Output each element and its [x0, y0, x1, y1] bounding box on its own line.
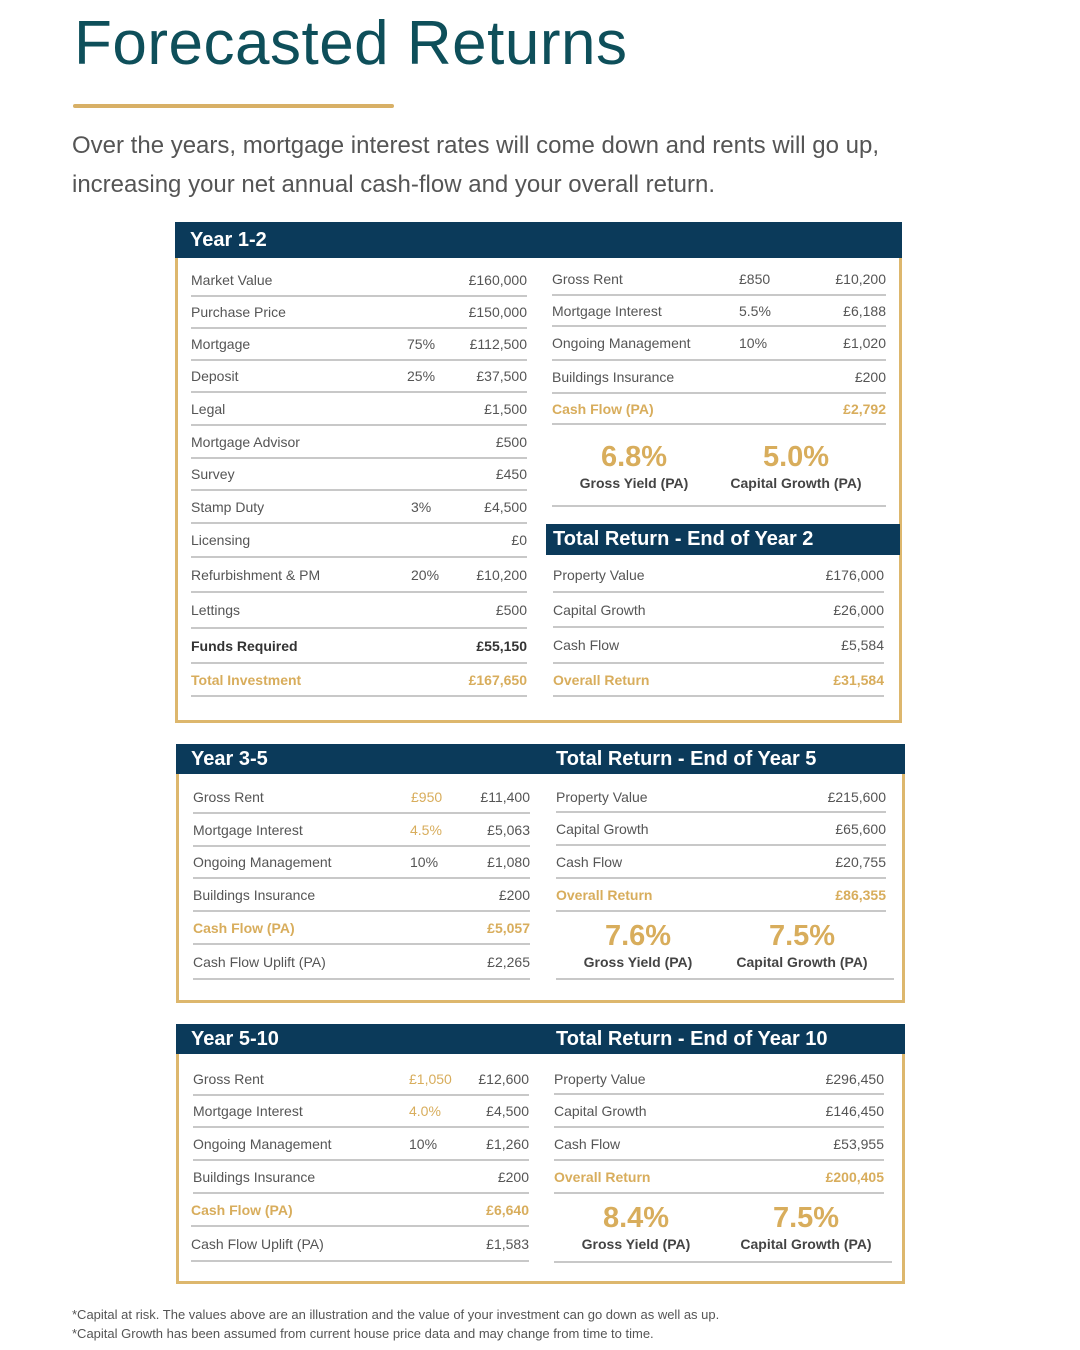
table-row: Mortgage Interest 5.5% £6,188 — [552, 296, 886, 327]
table-row: Cash Flow Uplift (PA) £2,265 — [193, 945, 530, 980]
table-row: Ongoing Management 10% £1,020 — [552, 327, 886, 361]
table-row: Cash Flow £20,755 — [556, 846, 886, 879]
table-row: Capital Growth £146,450 — [554, 1095, 884, 1128]
total-return-year-10-title: Total Return - End of Year 10 — [556, 1027, 828, 1050]
table-row: Gross Rent £1,050 £12,600 — [193, 1064, 529, 1096]
capital-growth-stat: 5.0% Capital Growth (PA) — [730, 441, 862, 491]
table-row: Cash Flow £5,584 — [553, 628, 884, 664]
total-return-year-5-title: Total Return - End of Year 5 — [556, 747, 817, 770]
table-row: Mortgage Interest 4.0% £4,500 — [193, 1096, 529, 1128]
table-row: Purchase Price £150,000 — [191, 297, 527, 329]
funds-required-row: Funds Required £55,150 — [191, 629, 527, 664]
table-row: Refurbishment & PM 20% £10,200 — [191, 558, 527, 593]
overall-return-row: Overall Return £86,355 — [556, 879, 886, 912]
total-return-year-2-header: Total Return - End of Year 2 — [546, 524, 900, 555]
year-1-2-title: Year 1-2 — [190, 228, 267, 251]
table-row: Gross Rent £950 £11,400 — [193, 782, 530, 814]
divider — [556, 978, 894, 980]
cash-flow-row: Cash Flow (PA) £2,792 — [552, 394, 886, 425]
year-5-10-header: Year 5-10 Total Return - End of Year 10 — [176, 1024, 905, 1054]
intro-text: Over the years, mortgage interest rates will come down and rents will go up, increasing your net annual cash-flow and your overall return. — [72, 132, 880, 198]
table-row: Cash Flow Uplift (PA) £1,583 — [191, 1227, 529, 1262]
gross-yield-stat: 7.6% Gross Yield (PA) — [583, 920, 693, 970]
table-row: Legal £1,500 — [191, 393, 527, 426]
title-underline — [73, 104, 394, 108]
table-row: Cash Flow £53,955 — [554, 1128, 884, 1161]
table-row: Capital Growth £65,600 — [556, 813, 886, 846]
table-row: Mortgage 75% £112,500 — [191, 329, 527, 361]
total-investment-row: Total Investment £167,650 — [191, 664, 527, 697]
table-row: Gross Rent £850 £10,200 — [552, 264, 886, 296]
table-row: Deposit 25% £37,500 — [191, 361, 527, 393]
table-row: Stamp Duty 3% £4,500 — [191, 491, 527, 524]
table-row: Mortgage Interest 4.5% £5,063 — [193, 814, 530, 847]
table-row: Capital Growth £26,000 — [553, 593, 884, 628]
footnote: *Capital Growth has been assumed from current house price data and may change from time to time. — [72, 1326, 654, 1341]
divider — [554, 1261, 892, 1263]
table-row: Licensing £0 — [191, 524, 527, 558]
gross-yield-stat: 8.4% Gross Yield (PA) — [581, 1202, 691, 1252]
overall-return-row: Overall Return £31,584 — [553, 664, 884, 697]
table-row: Lettings £500 — [191, 593, 527, 629]
footnote: *Capital at risk. The values above are an illustration and the value of your investment can go down as well as up. — [72, 1307, 720, 1322]
year-1-2-header — [175, 222, 902, 258]
table-row: Market Value £160,000 — [191, 264, 527, 297]
table-row: Property Value £215,600 — [556, 782, 886, 813]
capital-growth-stat: 7.5% Capital Growth (PA) — [736, 920, 868, 970]
gross-yield-stat: 6.8% Gross Yield (PA) — [579, 441, 689, 491]
year-3-5-header: Year 3-5 Total Return - End of Year 5 — [176, 744, 905, 774]
overall-return-row: Overall Return £200,405 — [554, 1161, 884, 1194]
cash-flow-row: Cash Flow (PA) £5,057 — [193, 912, 530, 945]
table-row: Property Value £176,000 — [553, 558, 884, 593]
table-row: Mortgage Advisor £500 — [191, 426, 527, 459]
page-title: Forecasted Returns — [74, 9, 628, 78]
cash-flow-row: Cash Flow (PA) £6,640 — [191, 1194, 529, 1227]
divider — [552, 505, 886, 507]
table-row: Ongoing Management 10% £1,260 — [193, 1128, 529, 1161]
table-row: Property Value £296,450 — [554, 1064, 884, 1095]
table-row: Ongoing Management 10% £1,080 — [193, 847, 530, 879]
table-row: Buildings Insurance £200 — [193, 1161, 529, 1194]
footnotes — [72, 1305, 719, 1343]
table-row: Survey £450 — [191, 459, 527, 491]
table-row: Buildings Insurance £200 — [193, 879, 530, 912]
table-row: Buildings Insurance £200 — [552, 361, 886, 394]
capital-growth-stat: 7.5% Capital Growth (PA) — [740, 1202, 872, 1252]
